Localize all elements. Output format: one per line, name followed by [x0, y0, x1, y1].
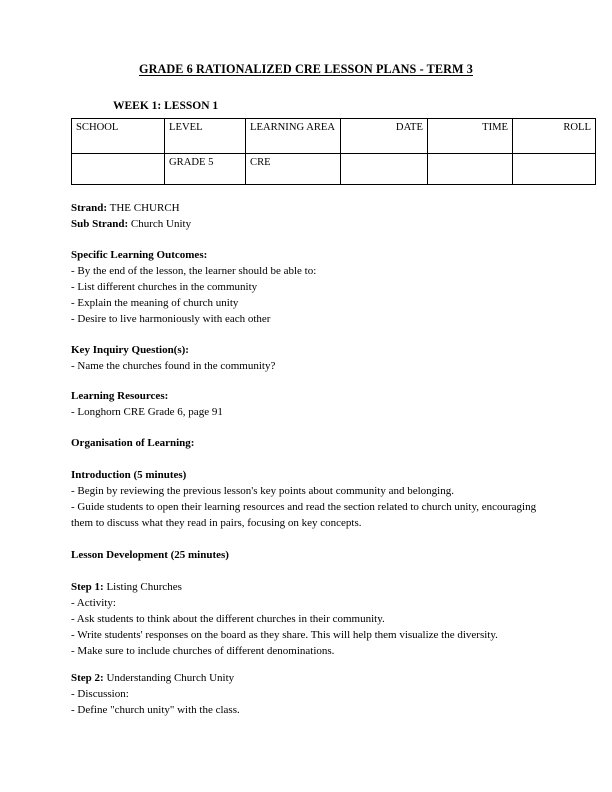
- learning-resources-title: Learning Resources:: [71, 390, 169, 403]
- step-heading: [71, 671, 541, 687]
- key-inquiry-question-title: Key Inquiry Question(s):: [71, 343, 189, 356]
- table-cell-school[interactable]: [72, 154, 165, 185]
- week-lesson-heading: WEEK 1: LESSON 1: [113, 99, 219, 112]
- table-header-row: [72, 119, 596, 154]
- table-header-school: SCHOOL: [72, 119, 165, 154]
- introduction-title: Introduction (5 minutes): [71, 469, 187, 482]
- sub-strand-value: Church Unity: [130, 217, 192, 230]
- table-cell-level[interactable]: GRADE 5: [165, 154, 246, 185]
- list-item: - Guide students to open their learning resources and read the section related to church unity, encouraging them to discuss what they read in pairs, focusing on key concepts.: [71, 501, 537, 530]
- table-header-roll: ROLL: [513, 119, 596, 154]
- step-label: Step 1:: [71, 580, 104, 593]
- step-label: Step 2:: [71, 671, 104, 684]
- table-cell-learning-area[interactable]: CRE: [246, 154, 341, 185]
- list-item: - Discussion:: [71, 687, 129, 700]
- lesson-development-title: Lesson Development (25 minutes): [71, 549, 229, 562]
- list-item: - Ask students to think about the different churches in their community.: [71, 612, 385, 625]
- table-header-learning-area: LEARNING AREA: [246, 119, 341, 154]
- list-item: - Desire to live harmoniously with each other: [71, 312, 271, 325]
- strand-value: THE CHURCH: [109, 202, 180, 215]
- spacer: [71, 328, 541, 343]
- sub-strand-line: [71, 217, 541, 233]
- sub-strand-label: Sub Strand:: [71, 217, 129, 230]
- strand-section: [71, 201, 541, 233]
- organisation-of-learning-section: [71, 436, 541, 452]
- list-item: - Make sure to include churches of different denominations.: [71, 644, 335, 657]
- spacer: [71, 452, 541, 468]
- table-cell-roll[interactable]: [513, 154, 596, 185]
- specific-learning-outcomes-title: Specific Learning Outcomes:: [71, 248, 208, 261]
- list-item: - List different churches in the community: [71, 280, 258, 293]
- spacer: [71, 374, 541, 389]
- strand-line: [71, 201, 541, 217]
- lesson-step: [71, 671, 541, 719]
- list-item: - Name the churches found in the community?: [71, 359, 276, 372]
- step-name: Listing Churches: [106, 580, 182, 593]
- list-item: - Define "church unity" with the class.: [71, 703, 240, 716]
- list-item: - Longhorn CRE Grade 6, page 91: [71, 406, 223, 419]
- spacer: [71, 421, 541, 436]
- step-name: Understanding Church Unity: [106, 671, 235, 684]
- learning-resources-section: [71, 389, 541, 421]
- page-title: GRADE 6 RATIONALIZED CRE LESSON PLANS - TERM 3: [139, 62, 473, 76]
- list-item: - Write students' responses on the board as they share. This will help them visualize the diversity.: [71, 628, 498, 641]
- table-row: [72, 154, 596, 185]
- specific-learning-outcomes-section: [71, 248, 541, 328]
- lesson-development-section: [71, 548, 541, 718]
- list-item: - By the end of the lesson, the learner should be able to:: [71, 264, 317, 277]
- step-heading: [71, 580, 541, 596]
- table-cell-date[interactable]: [341, 154, 428, 185]
- list-item: - Explain the meaning of church unity: [71, 296, 239, 309]
- table-header-time: TIME: [428, 119, 513, 154]
- spacer: [71, 660, 541, 671]
- spacer: [71, 564, 541, 580]
- table-header-level: LEVEL: [165, 119, 246, 154]
- spacer: [71, 233, 541, 248]
- list-item: - Activity:: [71, 596, 116, 609]
- spacer: [71, 532, 541, 548]
- lesson-step: [71, 580, 541, 660]
- lesson-info-table: [71, 118, 596, 185]
- table-header-date: DATE: [341, 119, 428, 154]
- list-item: - Begin by reviewing the previous lesson's key points about community and belonging.: [71, 485, 454, 498]
- introduction-section: [71, 468, 541, 532]
- strand-label: Strand:: [71, 202, 108, 215]
- key-inquiry-question-section: [71, 343, 541, 375]
- table-cell-time[interactable]: [428, 154, 513, 185]
- organisation-of-learning-title: Organisation of Learning:: [71, 437, 195, 450]
